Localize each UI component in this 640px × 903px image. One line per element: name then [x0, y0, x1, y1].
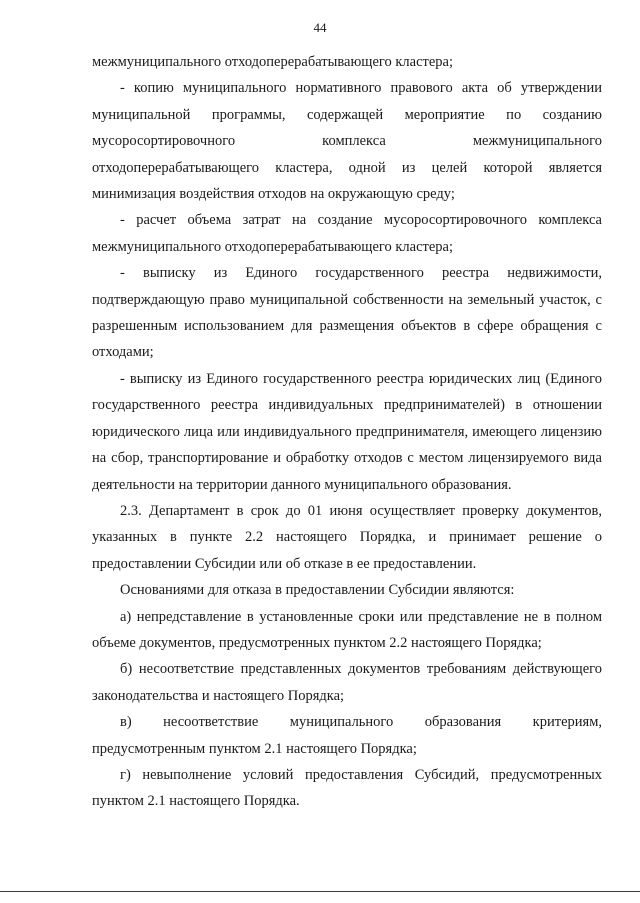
paragraph-section-2-3: 2.3. Департамент в срок до 01 июня осуществляет проверку документов, указанных в пункте 2.2 настоящего Порядка, и принимает решение о предоставлении Субсидии или об отказе в ее предоставлении. [92, 502, 602, 572]
paragraph-ground-v: в) несоответствие муниципального образования критериям, предусмотренным пунктом 2.1 настоящего Порядка; [92, 714, 602, 757]
paragraph-legal-entities-extract: - выписку из Единого государственного реестра юридических лиц (Единого государственного реестра индивидуальных предпринимателей) в отношении юридического лица или индивидуального предпринимателя, имеющего лицензию на сбор, транспортирование и обработку отходов с местом лицензируемого вида деятельности на территории данного муниципального образования. [92, 370, 602, 493]
paragraph-program-act: - копию муниципального нормативного правового акта об утверждении муниципальной программы, содержащей мероприятие по созданию мусоросортировочного комплекса межмуниципального отходоперерабатывающего кластера, одной из целей которой является минимизация воздействия отходов на окружающую среду; [92, 80, 602, 203]
page-number: 44 [313, 20, 327, 35]
paragraph-continuation: межмуниципального отходоперерабатывающего кластера; [92, 54, 453, 70]
paragraph-real-estate-extract: - выписку из Единого государственного реестра недвижимости, подтверждающую право муниципальной собственности на земельный участок, с разрешенным использованием для размещения объектов в сфере обращения с отходами; [92, 265, 602, 361]
paragraph-refusal-grounds: Основаниями для отказа в предоставлении Субсидии являются: [120, 582, 515, 599]
bottom-divider [0, 891, 640, 892]
paragraph-ground-a: а) непредставление в установленные сроки или представление не в полном объеме документов, предусмотренных пунктом 2.2 настоящего Порядка; [92, 608, 602, 651]
document-body [92, 49, 602, 815]
paragraph-ground-b: б) несоответствие представленных документов требованиям действующего законодательства и настоящего Порядка; [92, 661, 602, 704]
paragraph-ground-g: г) невыполнение условий предоставления Субсидий, предусмотренных пунктом 2.1 настоящего Порядка. [92, 766, 602, 810]
paragraph-cost-estimate: - расчет объема затрат на создание мусоросортировочного комплекса межмуниципального отходоперерабатывающего кластера; [92, 212, 602, 255]
